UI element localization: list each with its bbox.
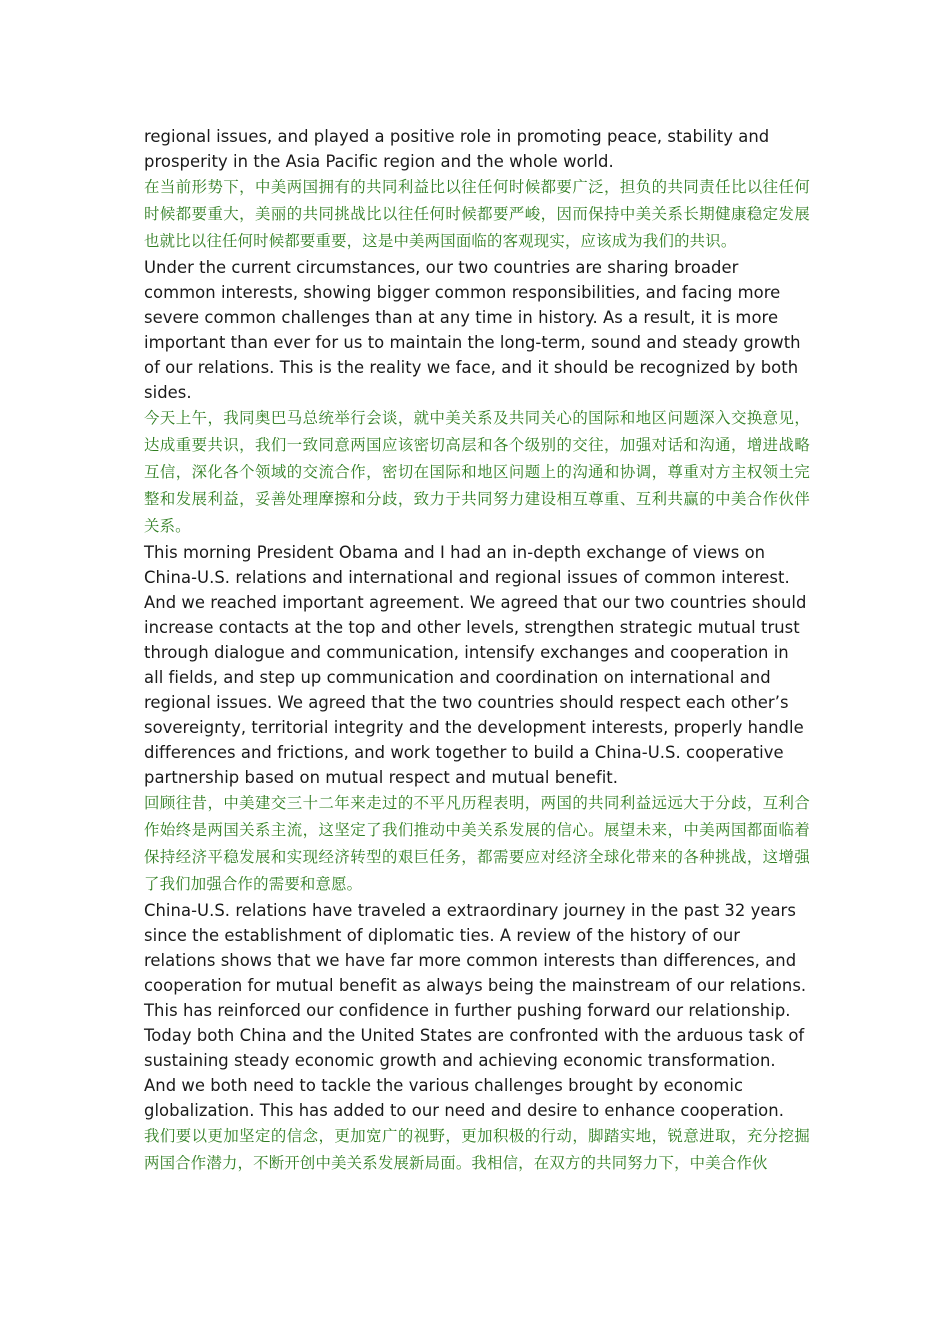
paragraph-en-3: This morning President Obama and I had an in-depth exchange of views on China-U.S. relations and international and regional issues of common interest. And we reached important agreement. We agreed that our two countries should increase contacts at the top and other levels, strengthen strategic mutual trust through dialogue and communication, intensify exchanges and cooperation in all fields, and step up communication and coordination on international and regional issues. We agreed that the two countries should respect each other’s sovereignty, territorial integrity and the development interests, properly handle differences and frictions, and work together to build a China-U.S. cooperative partnership based on mutual respect and mutual benefit. xyxy=(144,543,807,787)
paragraph-zh-3: 回顾往昔，中美建交三十二年来走过的不平凡历程表明，两国的共同利益远远大于分歧，互利合作始终是两国关系主流，这坚定了我们推动中美关系发展的信心。展望未来，中美两国都面临着保持经济平稳发展和实现经济转型的艰巨任务，都需要应对经济全球化带来的各种挑战，这增强了我们加强合作的需要和意愿。 xyxy=(144,794,810,893)
paragraph-en-1: regional issues, and played a positive role in promoting peace, stability and prosperity in the Asia Pacific region and the whole world. xyxy=(144,127,770,171)
paragraph-en-2: Under the current circumstances, our two countries are sharing broader common interests, showing bigger common responsibilities, and facing more severe common challenges than at any time in history. As a result, it is more important than ever for us to maintain the long-term, sound and steady growth of our relations. This is the reality we face, and it should be recognized by both sides. xyxy=(144,258,801,402)
paragraph-zh-1: 在当前形势下，中美两国拥有的共同利益比以往任何时候都要广泛，担负的共同责任比以往任何时候都要重大，美丽的共同挑战比以往任何时候都要严峻，因而保持中美关系长期健康稳定发展也就比以往任何时候都要重要，这是中美两国面临的客观现实，应该成为我们的共识。 xyxy=(144,178,810,250)
paragraph-zh-2: 今天上午，我同奥巴马总统举行会谈，就中美关系及共同关心的国际和地区问题深入交换意见，达成重要共识，我们一致同意两国应该密切高层和各个级别的交往，加强对话和沟通，增进战略互信，深化各个领域的交流合作，密切在国际和地区问题上的沟通和协调，尊重对方主权领土完整和发展利益，妥善处理摩擦和分歧，致力于共同努力建设相互尊重、互利共赢的中美合作伙伴关系。 xyxy=(144,409,810,535)
document-body xyxy=(144,124,810,1177)
paragraph-zh-4: 我们要以更加坚定的信念，更加宽广的视野，更加积极的行动，脚踏实地，锐意进取，充分挖掘两国合作潜力，不断开创中美关系发展新局面。我相信，在双方的共同努力下，中美合作伙 xyxy=(144,1127,810,1172)
paragraph-en-4: China-U.S. relations have traveled a extraordinary journey in the past 32 years since the establishment of diplomatic ties. A review of the history of our relations shows that we have far more common interests than differences, and cooperation for mutual benefit as always being the mainstream of our relations. This has reinforced our confidence in further pushing forward our relationship. Today both China and the United States are confronted with the arduous task of sustaining steady economic growth and achieving economic transformation. And we both need to tackle the various challenges brought by economic globalization. This has added to our need and desire to enhance cooperation. xyxy=(144,901,807,1120)
